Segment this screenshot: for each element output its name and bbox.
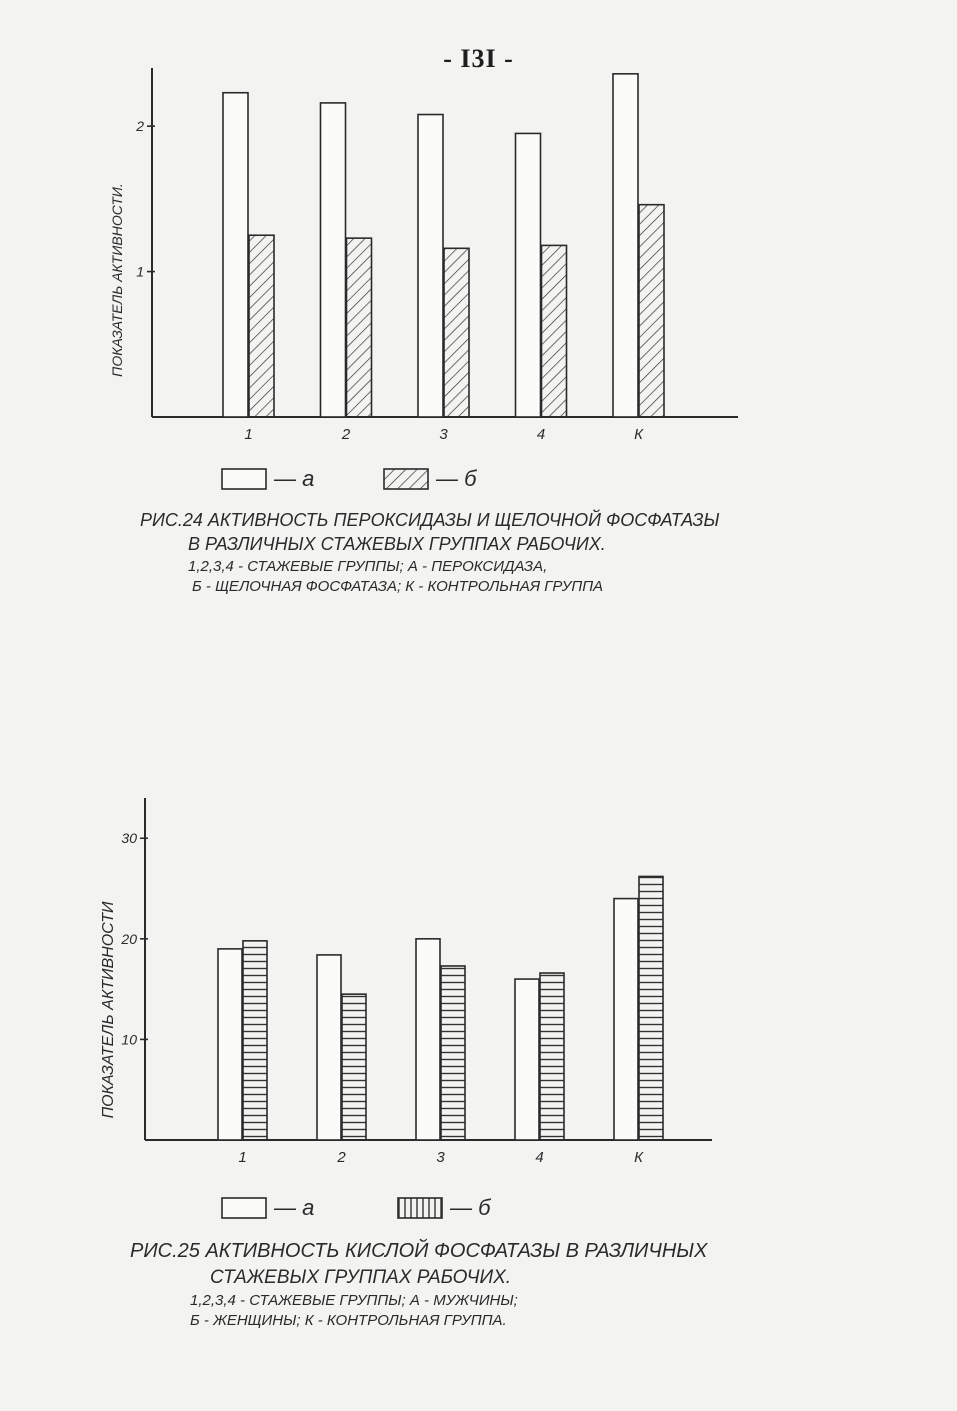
caption-line: Б - ЖЕНЩИНЫ; К - КОНТРОЛЬНАЯ ГРУППА. [190, 1311, 507, 1329]
caption-line: СТАЖЕВЫХ ГРУППАХ РАБОЧИХ. [210, 1267, 512, 1288]
legend-swatch [384, 469, 428, 489]
x-tick-label: 2 [341, 426, 351, 443]
legend-swatch [222, 1198, 266, 1218]
y-axis-label: ПОКАЗАТЕЛЬ АКТИВНОСТИ. [109, 183, 125, 377]
x-tick-label: К [634, 426, 643, 443]
y-tick-label: 1 [136, 263, 144, 280]
bar-а-1 [218, 949, 242, 1140]
y-axis-label: ПОКАЗАТЕЛЬ АКТИВНОСТИ [100, 901, 117, 1119]
legend-swatch [222, 469, 266, 489]
bar-б-4 [540, 973, 564, 1140]
caption-line: Б - ЩЕЛОЧНАЯ ФОСФАТАЗА; К - КОНТРОЛЬНАЯ ГРУППА [192, 577, 604, 595]
caption-line: РИС.25 АКТИВНОСТЬ КИСЛОЙ ФОСФАТАЗЫ В РАЗЛИЧНЫХ [130, 1240, 708, 1262]
x-tick-label: К [634, 1149, 643, 1166]
bar-б-1 [249, 235, 274, 417]
x-tick-label: 1 [238, 1149, 247, 1166]
bar-б-3 [444, 248, 469, 417]
bar-а-4 [516, 133, 541, 417]
bar-а-1 [223, 93, 248, 417]
bar-а-2 [321, 103, 346, 417]
bar-а-К [613, 74, 638, 417]
y-tick-label: 10 [121, 1031, 137, 1048]
bar-а-2 [317, 955, 341, 1140]
figure-25-caption [130, 1238, 707, 1331]
bar-б-К [639, 876, 663, 1140]
bar-а-3 [418, 115, 443, 417]
legend-label: — а [274, 1195, 315, 1220]
legend-label: — а [274, 466, 315, 491]
bar-а-3 [416, 939, 440, 1140]
bar-б-2 [342, 994, 366, 1140]
caption-line: 1,2,3,4 - СТАЖЕВЫЕ ГРУППЫ; А - ПЕРОКСИДАЗА, [188, 557, 548, 575]
bar-б-3 [441, 966, 465, 1140]
x-tick-label: 2 [337, 1149, 346, 1166]
bar-б-2 [347, 238, 372, 417]
x-tick-label: 4 [535, 1149, 544, 1166]
caption-line: 1,2,3,4 - СТАЖЕВЫЕ ГРУППЫ; А - МУЖЧИНЫ; [190, 1291, 518, 1309]
bar-б-К [639, 205, 664, 417]
y-tick-label: 2 [136, 118, 144, 135]
bar-а-К [614, 899, 638, 1140]
legend-label: — б [436, 466, 477, 491]
y-tick-label: 30 [121, 830, 137, 847]
bar-б-4 [542, 245, 567, 417]
x-tick-label: 3 [436, 1149, 445, 1166]
legend-swatch [398, 1198, 442, 1218]
chart-fig25-legend [222, 1195, 492, 1220]
figure-24-caption [140, 508, 719, 597]
x-tick-label: 1 [244, 426, 253, 443]
caption-line: РИС.24 АКТИВНОСТЬ ПЕРОКСИДАЗЫ И ЩЕЛОЧНОЙ ФОСФАТАЗЫ [140, 510, 720, 530]
bar-б-1 [243, 941, 267, 1140]
y-tick-label: 20 [121, 930, 137, 947]
bar-а-4 [515, 979, 539, 1140]
chart-fig24 [0, 60, 957, 500]
legend-label: — б [450, 1195, 491, 1220]
page-number: - I3I - [443, 44, 514, 73]
x-tick-label: 4 [536, 426, 546, 443]
x-tick-label: 3 [439, 426, 448, 443]
caption-line: В РАЗЛИЧНЫХ СТАЖЕВЫХ ГРУППАХ РАБОЧИХ. [188, 534, 606, 555]
chart-fig25 [0, 790, 957, 1230]
chart-fig24-legend [222, 466, 478, 491]
